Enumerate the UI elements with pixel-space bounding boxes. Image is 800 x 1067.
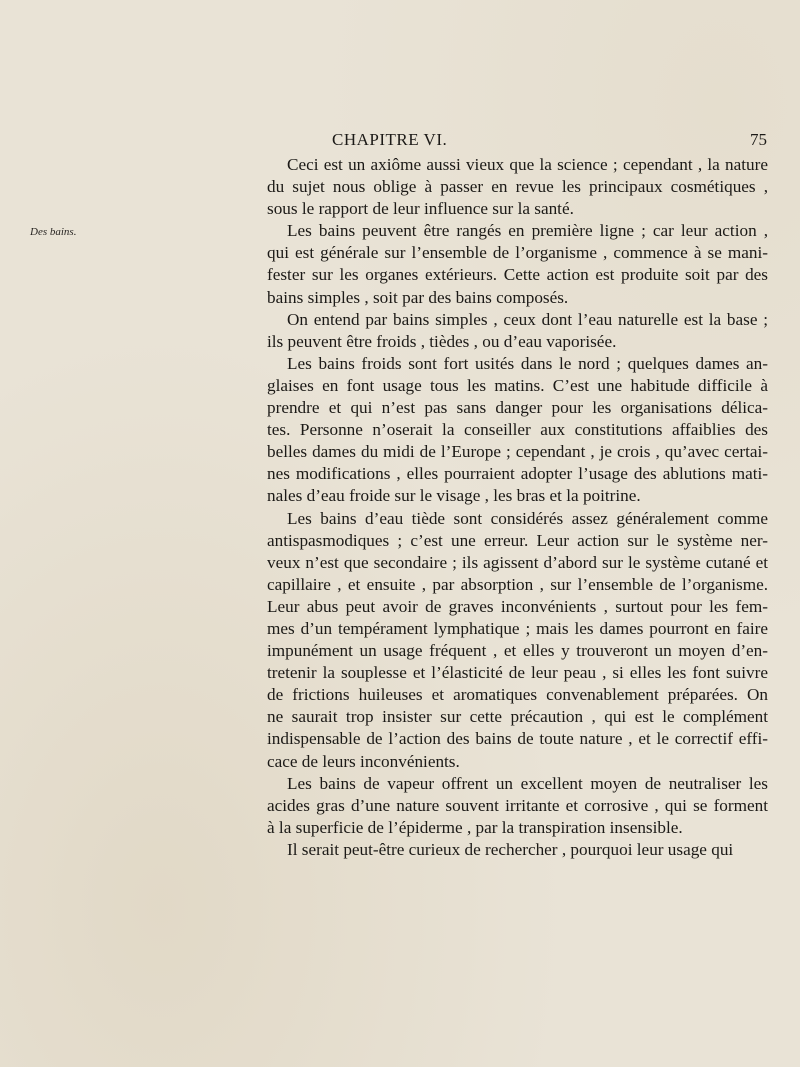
text-line: cace de leurs inconvénients. bbox=[267, 751, 460, 771]
paragraph bbox=[245, 508, 768, 773]
paragraph bbox=[245, 309, 768, 353]
text-line: Les bains de vapeur offrent un excellent moyen de neutraliser les bbox=[287, 773, 768, 793]
margin-note: Des bains. bbox=[30, 226, 77, 238]
text-line: nales d’eau froide sur le visage , les bras et la poitrine. bbox=[267, 486, 641, 506]
running-head bbox=[300, 128, 800, 152]
text-line: mes d’un tempérament lymphatique ; mais les dames pourront en faire bbox=[267, 618, 768, 638]
text-line: impunément un usage fréquent , et elles y trouveront un moyen d’en- bbox=[267, 641, 768, 661]
text-line: tretenir la souplesse et l’élasticité de leur peau , si elles les font suivre bbox=[267, 663, 768, 683]
text-line: fester sur les organes extérieurs. Cette action est produite soit par des bbox=[267, 265, 768, 285]
text-line: ne saurait trop insister sur cette précaution , qui est le complément bbox=[267, 707, 768, 727]
text-line: tes. Personne n’oserait la conseiller aux constitutions affaiblies des bbox=[267, 420, 768, 440]
text-line: veux n’est que secondaire ; ils agissent d’abord sur le système cutané et bbox=[267, 552, 768, 572]
paragraph bbox=[245, 154, 768, 220]
text-line: Leur abus peut avoir de graves inconvénients , surtout pour les fem- bbox=[267, 596, 768, 616]
paragraph bbox=[245, 773, 768, 839]
paragraph bbox=[245, 839, 768, 861]
text-line: Les bains d’eau tiède sont considérés assez généralement comme bbox=[287, 508, 768, 528]
text-line: prendre et qui n’est pas sans danger pour les organisations délica- bbox=[267, 398, 768, 418]
text-line: acides gras d’une nature souvent irritante et corrosive , qui se forment bbox=[267, 795, 768, 815]
paragraph bbox=[245, 220, 768, 308]
text-line: antispasmodiques ; c’est une erreur. Leur action sur le système ner- bbox=[267, 530, 768, 550]
text-line: de frictions huileuses et aromatiques convenablement préparées. On bbox=[267, 685, 768, 705]
page-number: 75 bbox=[750, 130, 767, 149]
text-line: qui est générale sur l’ensemble de l’organisme , commence à se mani- bbox=[267, 243, 768, 263]
text-line: à la superficie de l’épiderme , par la transpiration insensible. bbox=[267, 817, 683, 837]
text-line: glaises en font usage tous les matins. C’est une habitude difficile à bbox=[267, 375, 768, 395]
text-line: Les bains peuvent être rangés en première ligne ; car leur action , bbox=[287, 221, 768, 241]
text-line: indispensable de l’action des bains de toute nature , et le correctif effi- bbox=[267, 729, 768, 749]
text-line: belles dames du midi de l’Europe ; cependant , je crois , qu’avec certai- bbox=[267, 442, 768, 462]
chapter-title: CHAPITRE VI. bbox=[332, 130, 448, 149]
text-line: bains simples , soit par des bains composés. bbox=[267, 287, 569, 307]
text-line: sous le rapport de leur influence sur la santé. bbox=[267, 199, 574, 219]
text-line: nes modifications , elles pourraient adopter l’usage des ablutions mati- bbox=[267, 464, 768, 484]
text-line: On entend par bains simples , ceux dont l’eau naturelle est la base ; bbox=[287, 309, 768, 329]
text-line: Ceci est un axiôme aussi vieux que la science ; cependant , la nature bbox=[287, 155, 768, 174]
paragraph bbox=[245, 353, 768, 508]
body-text bbox=[245, 154, 768, 861]
text-line: capillaire , et ensuite , par absorption , sur l’ensemble de l’organisme. bbox=[267, 574, 768, 594]
text-line: du sujet nous oblige à passer en revue les principaux cosmétiques , bbox=[267, 177, 768, 197]
text-line: Il serait peut-être curieux de rechercher , pourquoi leur usage qui bbox=[287, 839, 734, 859]
text-line: Les bains froids sont fort usités dans le nord ; quelques dames an- bbox=[287, 353, 768, 373]
text-line: ils peuvent être froids , tièdes , ou d’eau vaporisée. bbox=[267, 331, 617, 351]
